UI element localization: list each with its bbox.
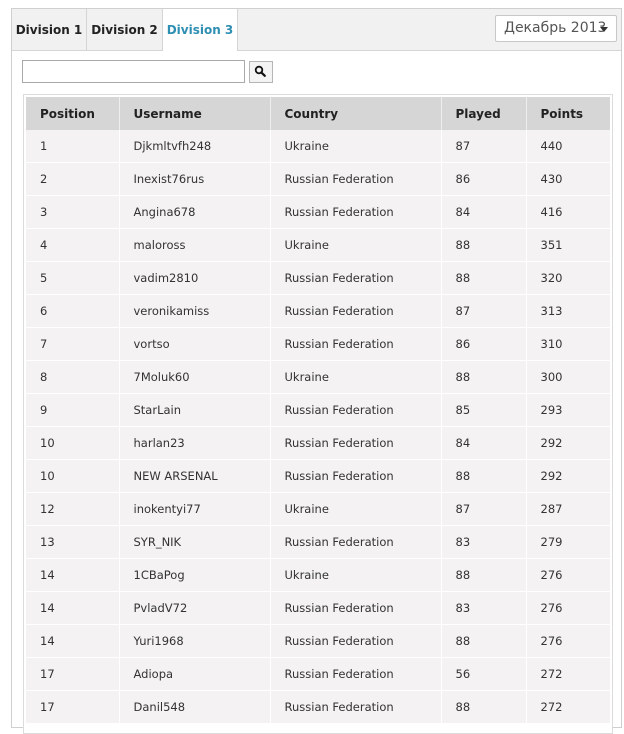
table-row <box>26 196 610 229</box>
cell-country: Russian Federation <box>270 328 441 361</box>
table-row <box>26 460 610 493</box>
cell-position: 12 <box>26 493 119 526</box>
cell-position: 6 <box>26 295 119 328</box>
cell-country: Russian Federation <box>270 460 441 493</box>
table-row <box>26 526 610 559</box>
table-row <box>26 427 610 460</box>
cell-points: 430 <box>526 163 610 196</box>
table-row <box>26 658 610 691</box>
cell-username[interactable]: 7Moluk60 <box>119 361 270 394</box>
cell-played: 87 <box>441 130 526 163</box>
cell-points: 300 <box>526 361 610 394</box>
table-row <box>26 130 610 163</box>
cell-username[interactable]: Angina678 <box>119 196 270 229</box>
table-row <box>26 229 610 262</box>
table-row <box>26 691 610 724</box>
month-select[interactable] <box>495 15 617 42</box>
cell-country: Russian Federation <box>270 262 441 295</box>
header-position: Position <box>26 97 119 130</box>
cell-username[interactable]: StarLain <box>119 394 270 427</box>
chevron-down-icon <box>600 27 608 32</box>
table-row <box>26 163 610 196</box>
cell-played: 84 <box>441 427 526 460</box>
cell-position: 4 <box>26 229 119 262</box>
leaderboard-table <box>26 97 610 724</box>
table-header-row <box>26 97 610 130</box>
cell-points: 293 <box>526 394 610 427</box>
cell-country: Russian Federation <box>270 394 441 427</box>
cell-position: 1 <box>26 130 119 163</box>
cell-username[interactable]: Djkmltvfh248 <box>119 130 270 163</box>
cell-country: Russian Federation <box>270 691 441 724</box>
cell-position: 17 <box>26 658 119 691</box>
cell-position: 14 <box>26 592 119 625</box>
tab-division-3[interactable]: Division 3 <box>163 9 238 51</box>
cell-played: 88 <box>441 625 526 658</box>
cell-username[interactable]: Danil548 <box>119 691 270 724</box>
month-select-value: Декабрь 2013 <box>504 20 607 36</box>
cell-played: 83 <box>441 526 526 559</box>
cell-country: Russian Federation <box>270 625 441 658</box>
search-button[interactable] <box>249 61 273 83</box>
cell-points: 279 <box>526 526 610 559</box>
cell-username[interactable]: vadim2810 <box>119 262 270 295</box>
search-icon <box>250 62 272 82</box>
cell-position: 14 <box>26 625 119 658</box>
table-row <box>26 625 610 658</box>
cell-username[interactable]: PvladV72 <box>119 592 270 625</box>
cell-position: 10 <box>26 427 119 460</box>
table-row <box>26 559 610 592</box>
cell-played: 56 <box>441 658 526 691</box>
table-row <box>26 361 610 394</box>
leaderboard-table-container <box>23 94 613 734</box>
leaderboard-panel <box>11 8 622 728</box>
cell-position: 13 <box>26 526 119 559</box>
cell-country: Ukraine <box>270 493 441 526</box>
cell-username[interactable]: Inexist76rus <box>119 163 270 196</box>
cell-position: 7 <box>26 328 119 361</box>
cell-position: 2 <box>26 163 119 196</box>
table-row <box>26 328 610 361</box>
cell-played: 88 <box>441 262 526 295</box>
cell-points: 276 <box>526 625 610 658</box>
cell-country: Russian Federation <box>270 658 441 691</box>
cell-played: 87 <box>441 493 526 526</box>
cell-played: 88 <box>441 460 526 493</box>
cell-country: Russian Federation <box>270 427 441 460</box>
cell-position: 5 <box>26 262 119 295</box>
cell-points: 310 <box>526 328 610 361</box>
cell-country: Russian Federation <box>270 592 441 625</box>
cell-username[interactable]: veronikamiss <box>119 295 270 328</box>
table-row <box>26 592 610 625</box>
cell-username[interactable]: Yuri1968 <box>119 625 270 658</box>
table-row <box>26 394 610 427</box>
cell-username[interactable]: inokentyi77 <box>119 493 270 526</box>
cell-username[interactable]: Adiopa <box>119 658 270 691</box>
cell-points: 351 <box>526 229 610 262</box>
cell-played: 87 <box>441 295 526 328</box>
table-row <box>26 262 610 295</box>
cell-username[interactable]: 1CBaPog <box>119 559 270 592</box>
header-played: Played <box>441 97 526 130</box>
cell-points: 292 <box>526 460 610 493</box>
cell-country: Ukraine <box>270 130 441 163</box>
cell-played: 88 <box>441 361 526 394</box>
cell-points: 320 <box>526 262 610 295</box>
cell-username[interactable]: vortso <box>119 328 270 361</box>
cell-username[interactable]: harlan23 <box>119 427 270 460</box>
cell-position: 8 <box>26 361 119 394</box>
cell-country: Ukraine <box>270 229 441 262</box>
cell-country: Russian Federation <box>270 196 441 229</box>
search-input[interactable] <box>22 60 245 83</box>
cell-points: 272 <box>526 691 610 724</box>
header-points: Points <box>526 97 610 130</box>
cell-points: 292 <box>526 427 610 460</box>
table-row <box>26 295 610 328</box>
cell-username[interactable]: maloross <box>119 229 270 262</box>
cell-username[interactable]: SYR_NIK <box>119 526 270 559</box>
cell-points: 276 <box>526 559 610 592</box>
cell-position: 3 <box>26 196 119 229</box>
cell-played: 84 <box>441 196 526 229</box>
cell-country: Russian Federation <box>270 526 441 559</box>
cell-position: 10 <box>26 460 119 493</box>
header-username: Username <box>119 97 270 130</box>
header-country: Country <box>270 97 441 130</box>
cell-points: 313 <box>526 295 610 328</box>
cell-position: 14 <box>26 559 119 592</box>
cell-country: Russian Federation <box>270 295 441 328</box>
division-tabs <box>12 9 621 51</box>
cell-played: 88 <box>441 559 526 592</box>
cell-played: 86 <box>441 163 526 196</box>
tab-division-2[interactable]: Division 2 <box>87 9 163 50</box>
table-row <box>26 493 610 526</box>
cell-points: 416 <box>526 196 610 229</box>
cell-username[interactable]: NEW ARSENAL <box>119 460 270 493</box>
cell-points: 272 <box>526 658 610 691</box>
cell-played: 85 <box>441 394 526 427</box>
cell-played: 86 <box>441 328 526 361</box>
cell-points: 440 <box>526 130 610 163</box>
cell-country: Russian Federation <box>270 163 441 196</box>
cell-played: 83 <box>441 592 526 625</box>
cell-position: 9 <box>26 394 119 427</box>
cell-country: Ukraine <box>270 361 441 394</box>
cell-country: Ukraine <box>270 559 441 592</box>
cell-points: 276 <box>526 592 610 625</box>
cell-played: 88 <box>441 229 526 262</box>
cell-played: 88 <box>441 691 526 724</box>
cell-position: 17 <box>26 691 119 724</box>
cell-points: 287 <box>526 493 610 526</box>
tab-division-1[interactable]: Division 1 <box>12 9 87 50</box>
